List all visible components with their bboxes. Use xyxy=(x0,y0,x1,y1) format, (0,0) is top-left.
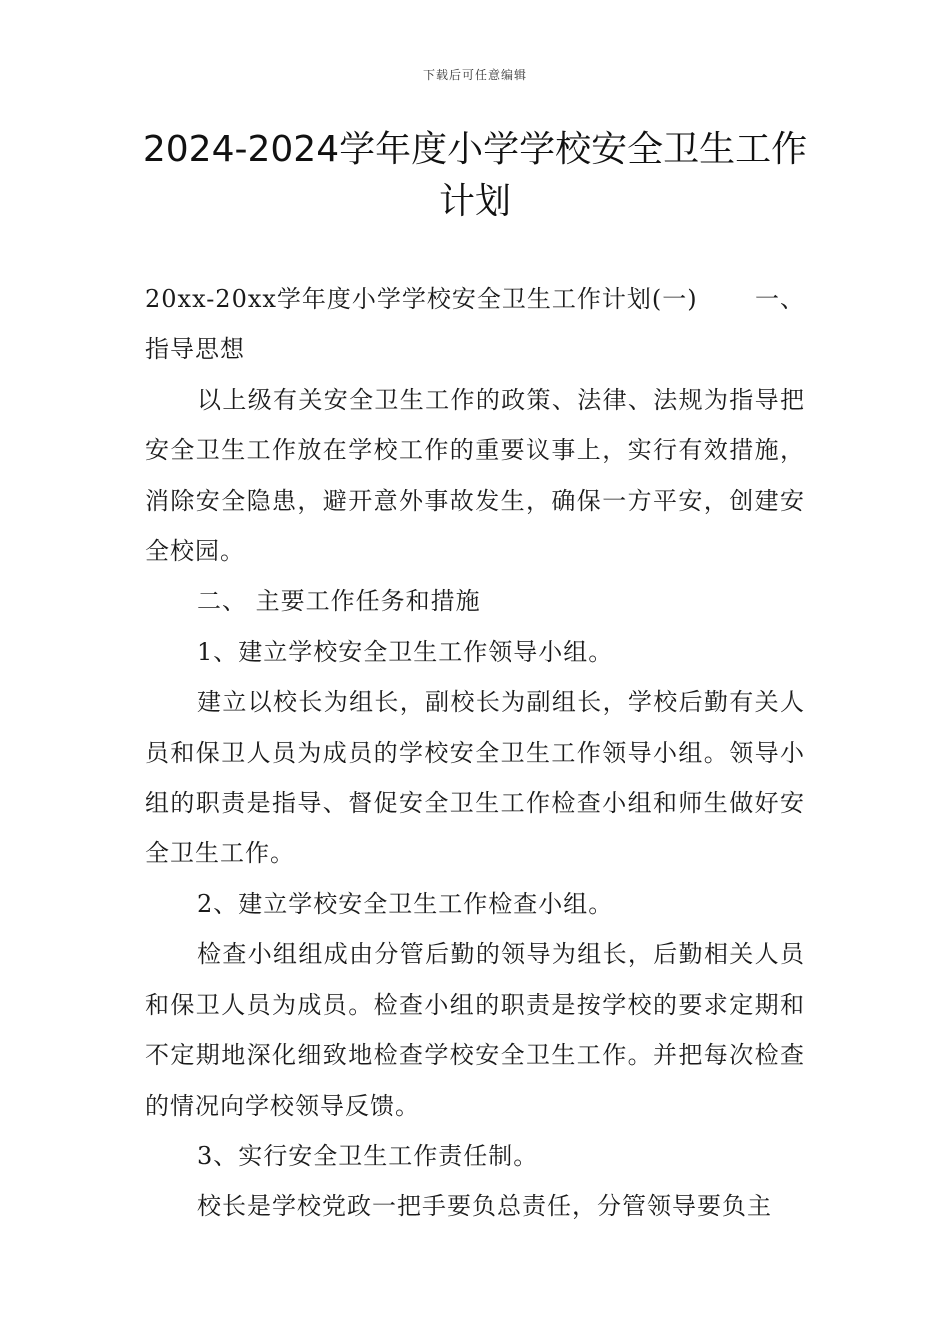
section2-heading: 二、 主要工作任务和措施 xyxy=(197,587,481,616)
intro-plan-title: 20xx-20xx学年度小学学校安全卫生工作计划(一) xyxy=(145,285,698,313)
intro-line xyxy=(145,274,805,324)
item1-paragraph: 建立以校长为组长，副校长为副组长，学校后勤有关人员和保卫人员为成员的学校安全卫生工作领导小组。领导小组的职责是指导、督促安全卫生工作检查小组和师生做好安全卫生工作。 xyxy=(145,688,805,868)
item1-heading: 1、建立学校安全卫生工作领导小组。 xyxy=(197,637,614,666)
section1-heading: 指导思想 xyxy=(145,335,245,364)
item3-paragraph: 校长是学校党政一把手要负总责任，分管领导要负主 xyxy=(197,1192,772,1221)
item2-paragraph: 检查小组组成由分管后勤的领导为组长，后勤相关人员和保卫人员为成员。检查小组的职责是按学校的要求定期和不定期地深化细致地检查学校安全卫生工作。并把每次检查的情况向学校领导反馈。 xyxy=(145,940,805,1120)
document-body xyxy=(145,274,805,1232)
item3-heading: 3、实行安全卫生工作责任制。 xyxy=(197,1141,539,1170)
header-note: 下载后可任意编辑 xyxy=(422,68,527,82)
item2-heading: 2、建立学校安全卫生工作检查小组。 xyxy=(197,889,614,918)
section1-paragraph: 以上级有关安全卫生工作的政策、法律、法规为指导把安全卫生工作放在学校工作的重要议事上，实行有效措施，消除安全隐患，避开意外事故发生，确保一方平安，创建安全校园。 xyxy=(145,385,805,566)
document-title: 2024-2024学年度小学学校安全卫生工作计划 xyxy=(142,129,808,222)
section1-number: 一、 xyxy=(755,285,805,313)
